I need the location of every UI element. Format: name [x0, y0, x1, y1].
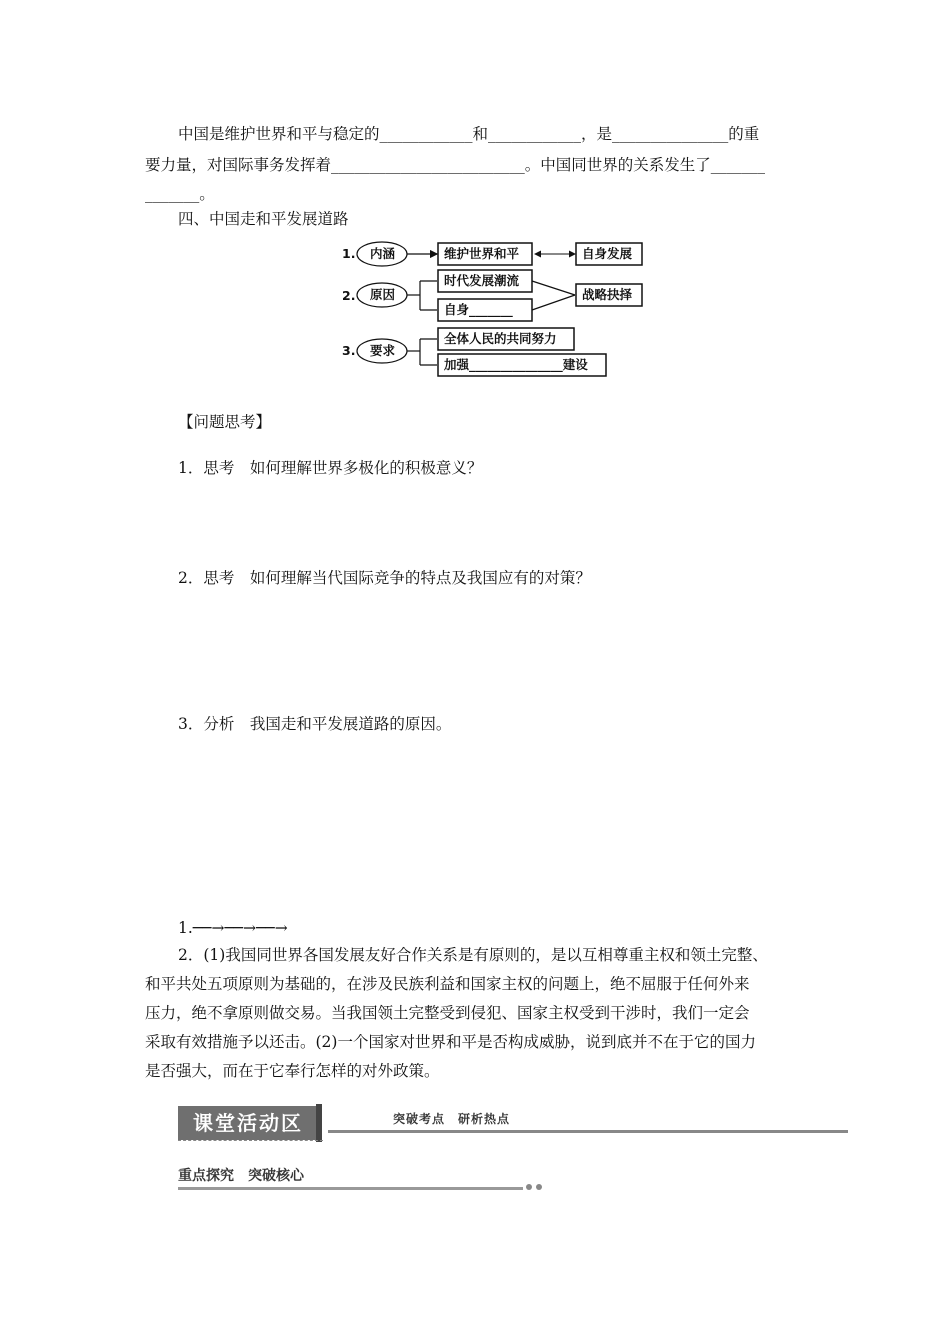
banner-rule	[328, 1130, 848, 1133]
diagram-num-2: 2.	[342, 288, 356, 303]
peace-development-diagram	[330, 238, 650, 383]
diagram-num-3: 3.	[342, 343, 356, 358]
box-world-peace-label: 维护世界和平	[444, 246, 520, 261]
node-yaoqiu-label: 要求	[370, 343, 396, 358]
answer-1: 1.──→──→──→	[178, 919, 288, 937]
answer-2-line-5: 是否强大，而在于它奉行怎样的对外政策。	[145, 1062, 440, 1080]
key-exploration-rule	[178, 1187, 523, 1190]
intro-line-1: 中国是维护世界和平与稳定的____________和____________，是_______________的重	[178, 125, 760, 143]
answer-2-line-4: 采取有效措施予以还击。(2)一个国家对世界和平是否构成威胁，说到底并不在于它的国力	[145, 1033, 756, 1051]
box-self-label: 自身_______	[444, 302, 513, 317]
intro-line-2: 要力量，对国际事务发挥着_________________________。中国同世界的关系发生了_______	[145, 156, 766, 174]
key-exploration-header	[178, 1165, 548, 1195]
question-1: 1．思考 如何理解世界多极化的积极意义？	[178, 459, 483, 477]
banner-bar	[316, 1104, 322, 1142]
key-exploration-title: 重点探究 突破核心	[178, 1168, 304, 1184]
question-2: 2．思考 如何理解当代国际竞争的特点及我国应有的对策？	[178, 569, 591, 587]
answer-2-line-3: 压力，绝不拿原则做交易。当我国领土完整受到侵犯、国家主权受到干涉时，我们一定会	[145, 1004, 750, 1022]
section-banner	[178, 1104, 848, 1144]
answer-2-line-2: 和平共处五项原则为基础的，在涉及民族利益和国家主权的问题上，绝不屈服于任何外来	[145, 975, 750, 993]
banner-title: 课堂活动区	[178, 1106, 318, 1140]
banner-dashed-line	[178, 1140, 323, 1141]
node-yuanyin-label: 原因	[370, 287, 396, 302]
box-self-development-label: 自身发展	[582, 246, 633, 261]
banner-subtitle: 突破考点 研析热点	[393, 1112, 511, 1126]
diagram-num-1: 1.	[342, 246, 356, 261]
answer-2-line-1: 2．(1)我国同世界各国发展友好合作关系是有原则的，是以互相尊重主权和领土完整、	[178, 946, 768, 964]
box-strengthen-label: 加强_______________建设	[444, 357, 588, 372]
box-era-trend-label: 时代发展潮流	[444, 273, 520, 288]
box-people-effort-label: 全体人民的共同努力	[444, 331, 557, 346]
intro-line-3: _______。	[145, 185, 215, 203]
node-neihan-label: 内涵	[370, 246, 396, 261]
section-heading: 四、中国走和平发展道路	[178, 210, 349, 228]
box-strategic-choice-label: 战略抉择	[582, 287, 633, 302]
bullet-dot-1	[526, 1184, 532, 1190]
questions-heading: 【问题思考】	[178, 413, 272, 431]
question-3: 3．分析 我国走和平发展道路的原因。	[178, 715, 452, 733]
bullet-dot-2	[536, 1184, 542, 1190]
